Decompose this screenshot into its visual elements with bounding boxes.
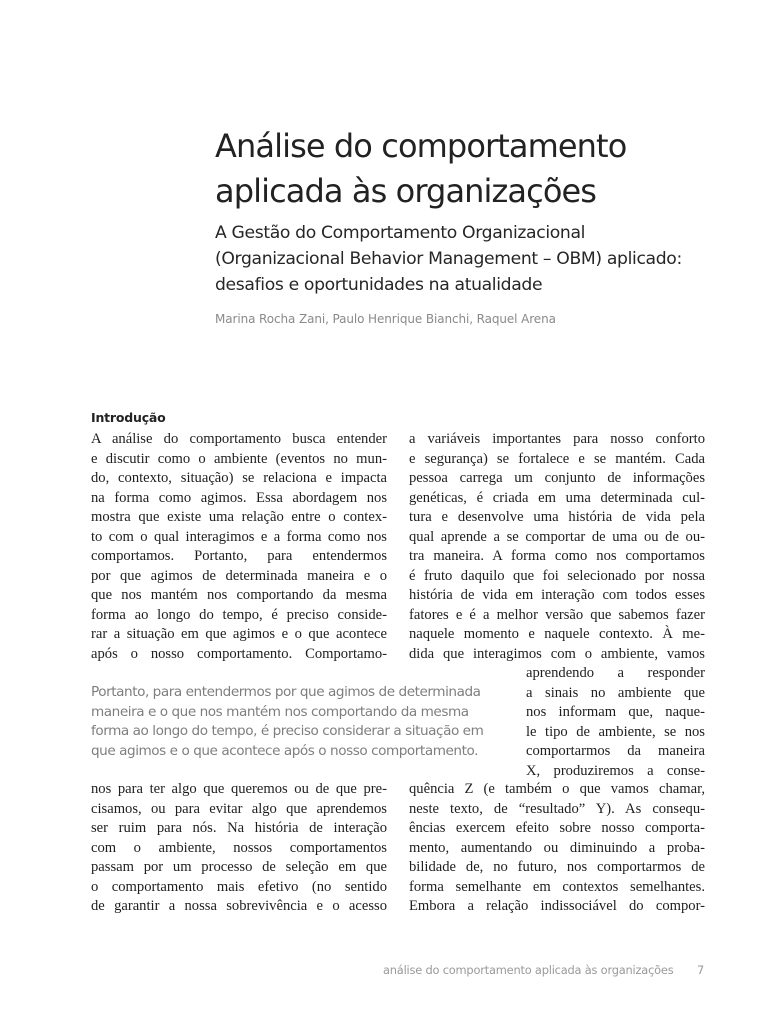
text-line: passam por um processo de seleção em que <box>91 859 387 875</box>
text-line: por que agimos de determinada maneira e o <box>91 567 387 584</box>
text-line: comportamos. Portanto, para entendermos <box>91 548 387 564</box>
text-line: forma semelhante em contextos semelhantes. <box>409 878 705 895</box>
text-line: naquele momento e naquele contexto. À me- <box>409 626 705 642</box>
text-line: genéticas, é criada em uma determinada cul- <box>409 489 705 506</box>
text-line: mostra que existe uma relação entre o contex- <box>91 509 387 525</box>
text-line: e discutir como o ambiente (eventos no mun- <box>91 450 387 467</box>
text-line: após o nosso comportamento. Comportamo- <box>91 645 387 662</box>
text-line: qual aprende a se comportar de uma ou de ou- <box>409 528 705 545</box>
text-line: nos para ter algo que queremos ou de que pre- <box>91 781 387 797</box>
text-line: a sinais no ambiente que <box>526 684 705 701</box>
text-line: pessoa carrega um conjunto de informações <box>409 470 705 486</box>
text-line: bilidade de, no futuro, nos comportarmos de <box>409 859 705 875</box>
text-line: de garantir a nossa sobrevivência e o acesso <box>91 898 387 914</box>
text-line: mento, aumentando ou diminuindo a proba- <box>409 839 705 856</box>
text-line: dida que interagimos com o ambiente, vamos <box>409 645 705 662</box>
text-line: neste texto, de “resultado” Y). As consequ- <box>409 800 705 817</box>
text-line: aprendendo a responder <box>526 665 705 681</box>
text-line: cisamos, ou para evitar algo que aprendemos <box>91 800 387 817</box>
text-line: X, produziremos a conse- <box>526 762 705 779</box>
section-heading: Introdução <box>91 410 166 425</box>
text-line: to com o qual interagimos e a forma como nos <box>91 528 387 545</box>
text-line: tra maneira. A forma como nos comportamos <box>409 548 705 564</box>
text-line: do, contexto, situação) se relaciona e impacta <box>91 470 387 486</box>
text-line: nos informam que, naque- <box>526 704 705 720</box>
text-line: que nos mantém nos comportando da mesma <box>91 587 387 603</box>
body-column-right-top <box>409 430 705 664</box>
article-title: Análise do comportamento aplicada às organizações <box>215 127 627 210</box>
text-line: fatores e é a melhor versão que sabemos fazer <box>409 606 705 623</box>
text-line: Embora a relação indissociável do compor- <box>409 898 705 914</box>
text-line: a variáveis importantes para nosso conforto <box>409 431 705 447</box>
text-line: ências exercem efeito sobre nosso comporta- <box>409 820 705 836</box>
body-column-left-top <box>91 430 387 664</box>
text-line: quência Z (e também o que vamos chamar, <box>409 781 705 797</box>
text-line: com o ambiente, nossos comportamentos <box>91 839 387 856</box>
text-line: comportarmos da maneira <box>526 743 705 759</box>
body-column-right-narrow <box>526 664 705 781</box>
text-line: A análise do comportamento busca entender <box>91 431 387 447</box>
page-number: 7 <box>697 963 705 977</box>
pull-quote-line: que agimos e o que acontece após o nosso comportamento. <box>91 743 478 760</box>
text-line: é fruto daquilo que foi selecionado por nossa <box>409 567 705 584</box>
body-column-left-bottom <box>91 780 387 917</box>
pull-quote-line: forma ao longo do tempo, é preciso considerar a situação em <box>91 723 484 740</box>
pull-quote-line: maneira e o que nos mantém nos comportando da mesma <box>91 703 469 720</box>
article-subtitle: A Gestão do Comportamento Organizacional (Organizacional Behavior Management – OBM) aplicado: desafios e oportunidades na atualidade <box>215 223 682 295</box>
text-line: le tipo de ambiente, se nos <box>526 723 705 740</box>
text-line: rar a situação em que agimos e o que acontece <box>91 626 387 642</box>
article-authors: Marina Rocha Zani, Paulo Henrique Bianchi, Raquel Arena <box>215 312 556 326</box>
text-line: o comportamento mais efetivo (no sentido <box>91 878 387 895</box>
running-footer-title: análise do comportamento aplicada às organizações <box>383 963 674 977</box>
text-line: na forma como agimos. Essa abordagem nos <box>91 489 387 506</box>
text-line: e segurança) se fortalece e se mantém. Cada <box>409 450 705 467</box>
text-line: história de vida em interação com todos esses <box>409 587 705 603</box>
body-column-right-bottom <box>409 780 705 917</box>
text-line: forma ao longo do tempo, é preciso conside- <box>91 606 387 623</box>
text-line: tura e desenvolve uma história de vida pela <box>409 509 705 525</box>
pull-quote-line: Portanto, para entendermos por que agimos de determinada <box>91 684 481 700</box>
pull-quote <box>91 683 491 762</box>
text-line: ser ruim para nós. Na história de interação <box>91 820 387 836</box>
